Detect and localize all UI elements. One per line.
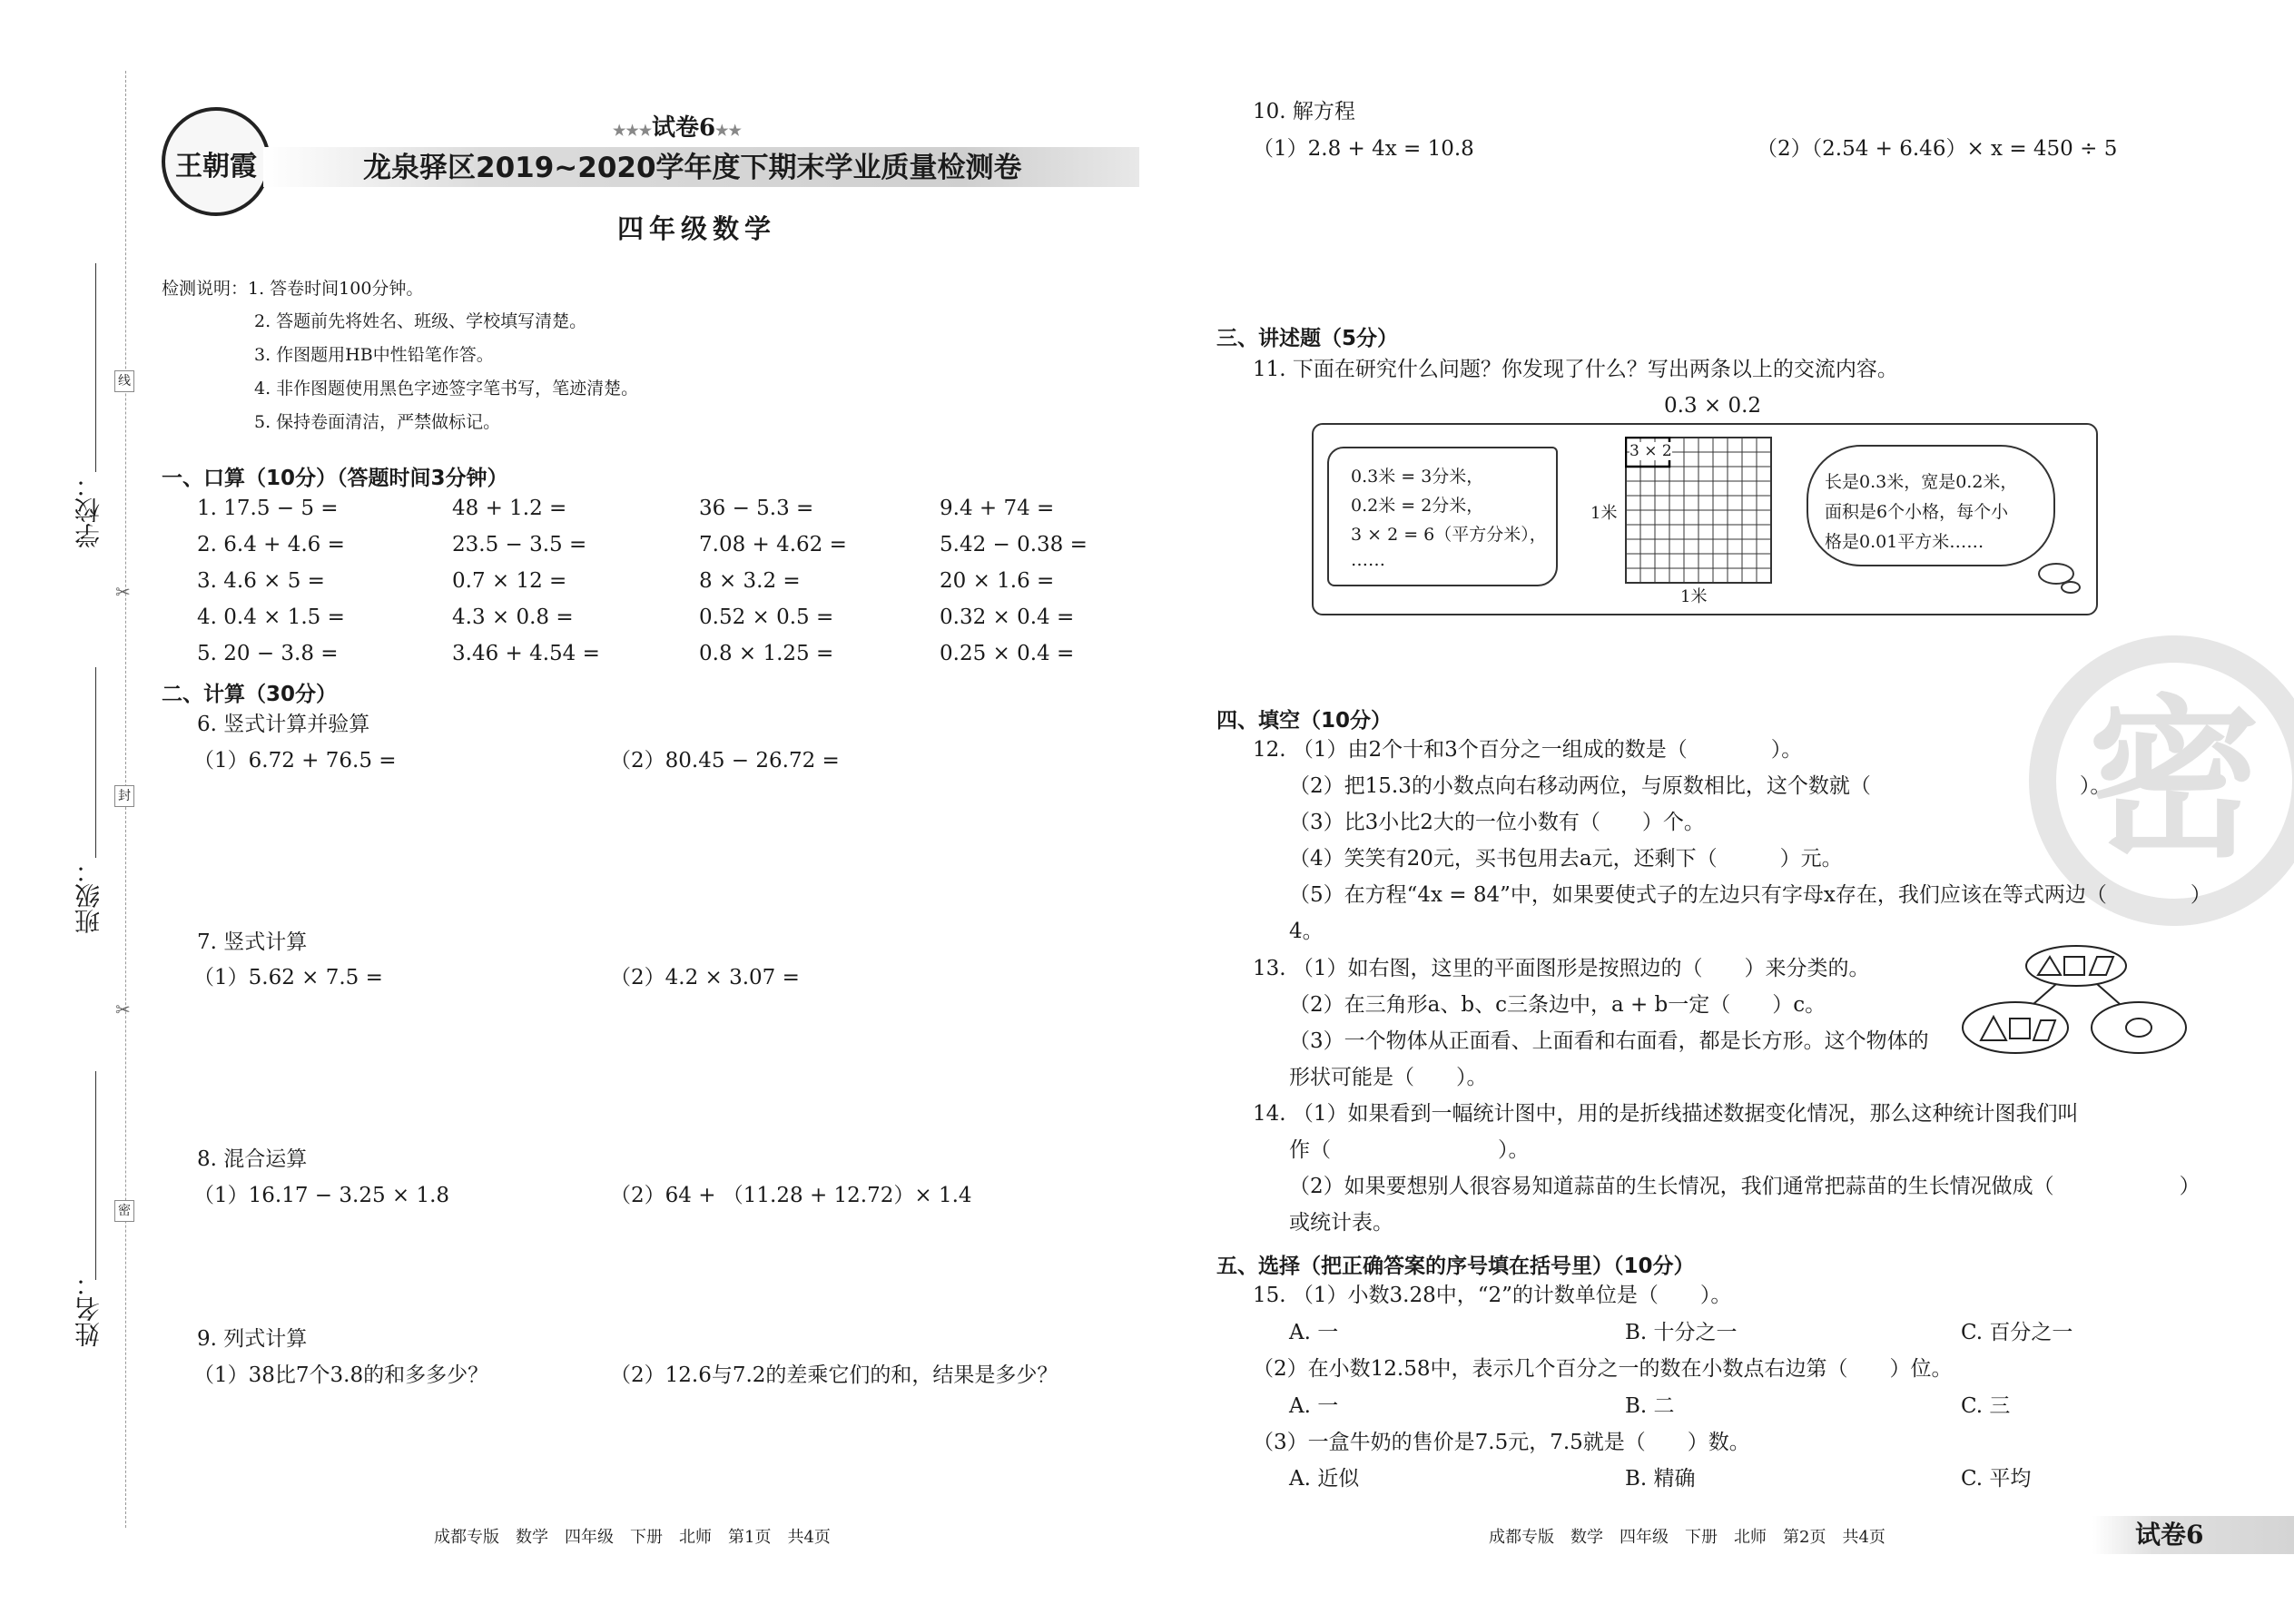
oral-item: 5.42 − 0.38 = [940, 533, 1088, 556]
grid-label: 3 × 2 [1629, 442, 1672, 460]
option: C. 三 [1961, 1394, 2011, 1418]
oral-item: 0.8 × 1.25 = [699, 642, 834, 665]
footer-right: 成都专版 数学 四年级 下册 北师 第2页 共4页 [1489, 1528, 1885, 1547]
q15-2-stem: （2）在小数12.58中，表示几个百分之一的数在小数点右边第（ ）位。 [1253, 1357, 1953, 1381]
note-left-3: 3 × 2 = 6（平方分米）， [1351, 525, 1547, 545]
q10-b: （2）（2.54 + 6.46）× x = 450 ÷ 5 [1757, 137, 2118, 161]
fill-line: 4。 [1289, 920, 1324, 943]
oral-item: 3. 4.6 × 5 = [197, 569, 325, 593]
scissor-icon: ✂ [115, 581, 131, 603]
oral-item: 20 × 1.6 = [940, 569, 1055, 593]
q8-a: （1）16.17 − 3.25 × 1.8 [193, 1184, 450, 1207]
section1-title: 一、口算（10分）（答题时间3分钟） [162, 467, 508, 490]
option: A. 一 [1289, 1394, 1339, 1418]
note-right-2: 面积是6个小格，每个小 [1825, 502, 2009, 522]
fill-line: （5）在方程“4x = 84”中，如果要使式子的左边只有字母x存在，我们应该在等式两边（ ） [1289, 883, 2211, 907]
fill-line: 形状可能是（ ）。 [1289, 1066, 1488, 1089]
q10-a: （1）2.8 + 4x = 10.8 [1253, 137, 1474, 161]
instruction-4: 4. 非作图题使用黑色字迹签字笔书写，笔迹清楚。 [254, 379, 639, 399]
option: A. 近似 [1289, 1467, 1360, 1491]
star-icon: ★★ [715, 122, 742, 139]
q9-b: （2）12.6与7.2的差乘它们的和，结果是多少？ [610, 1363, 1058, 1387]
oral-item: 4. 0.4 × 1.5 = [197, 605, 345, 629]
q11-text: 11. 下面在研究什么问题？你发现了什么？写出两条以上的交流内容。 [1253, 358, 1898, 381]
fill-line: 作（ ）。 [1289, 1138, 1530, 1162]
option: B. 十分之一 [1625, 1321, 1738, 1344]
oral-item: 0.32 × 0.4 = [940, 605, 1075, 629]
note-right-3: 格是0.01平方米…… [1825, 532, 1984, 552]
grid-side-label: 1米 [1590, 504, 1618, 523]
exam-title: 龙泉驿区2019~2020学年度下期末学业质量检测卷 [363, 152, 1022, 184]
oral-item: 0.52 × 0.5 = [699, 605, 834, 629]
name-label: 姓名： [74, 1271, 103, 1347]
q7-b: （2）4.2 × 3.07 = [610, 966, 800, 989]
oral-item: 3.46 + 4.54 = [452, 642, 600, 665]
logo-badge [162, 107, 271, 216]
fill-line: （4）笑笑有20元，买书包用去a元，还剩下（ ）元。 [1289, 847, 1843, 871]
instruction-1: 检测说明：1. 答卷时间100分钟。 [162, 279, 424, 299]
oral-item: 5. 20 − 3.8 = [197, 642, 339, 665]
option: B. 二 [1625, 1394, 1675, 1418]
oral-item: 1. 17.5 − 5 = [197, 497, 339, 520]
oral-item: 48 + 1.2 = [452, 497, 567, 520]
q10-label: 10. 解方程 [1253, 100, 1355, 123]
fill-line: （2）在三角形a、b、c三条边中，a + b一定（ ）c。 [1289, 993, 1826, 1017]
q7-a: （1）5.62 × 7.5 = [193, 966, 383, 989]
option: B. 精确 [1625, 1467, 1696, 1491]
q9-a: （1）38比7个3.8的和多多少？ [193, 1363, 489, 1387]
shape-classification-diagram [1961, 944, 2192, 1058]
thought-bubble-dot [2061, 581, 2081, 594]
oral-item: 9.4 + 74 = [940, 497, 1055, 520]
q7-label: 7. 竖式计算 [197, 930, 308, 954]
watermark-text: 密 [2087, 680, 2260, 881]
instruction-5: 5. 保持卷面清洁，严禁做标记。 [254, 412, 501, 432]
name-underline [95, 1071, 96, 1280]
oral-item: 0.7 × 12 = [452, 569, 567, 593]
seal-mi: 密 [114, 1200, 134, 1222]
series-badge [613, 109, 742, 143]
q6-a: （1）6.72 + 76.5 = [193, 749, 397, 773]
note-left-2: 0.2米 = 2分米， [1351, 496, 1484, 516]
section3-title: 三、讲述题（5分） [1216, 327, 1399, 350]
logo-text: 王朝霞 [175, 151, 257, 182]
q6-b: （2）80.45 − 26.72 = [610, 749, 840, 773]
seal-feng: 封 [114, 785, 134, 807]
fill-line: （2）如果要想别人很容易知道蒜苗的生长情况，我们通常把蒜苗的生长情况做成（ ） [1289, 1175, 2200, 1198]
figure-title: 0.3 × 0.2 [1664, 394, 1762, 418]
option: C. 平均 [1961, 1467, 2032, 1491]
school-underline [95, 263, 96, 472]
q15-1-stem: 15. （1）小数3.28中，“2”的计数单位是（ ）。 [1253, 1284, 1732, 1307]
q9-label: 9. 列式计算 [197, 1327, 308, 1351]
oral-item: 7.08 + 4.62 = [699, 533, 847, 556]
fill-line: 或统计表。 [1289, 1211, 1393, 1235]
class-underline [95, 667, 96, 858]
section5-title: 五、选择（把正确答案的序号填在括号里）（10分） [1216, 1255, 1695, 1278]
footer-left: 成都专版 数学 四年级 下册 北师 第1页 共4页 [434, 1528, 831, 1547]
oral-item: 8 × 3.2 = [699, 569, 801, 593]
option: A. 一 [1289, 1321, 1339, 1344]
instruction-3: 3. 作图题用HB中性铅笔作答。 [254, 345, 494, 365]
note-left-4: …… [1351, 550, 1385, 570]
note-left-1: 0.3米 = 3分米， [1351, 467, 1484, 487]
grid-bottom-label: 1米 [1680, 587, 1708, 606]
fill-line: 13. （1）如右图，这里的平面图形是按照边的（ ）来分类的。 [1253, 957, 1870, 980]
footer-tag: 试卷6 [2135, 1520, 2204, 1550]
section4-title: 四、填空（10分） [1216, 709, 1393, 733]
school-label: 学校： [74, 472, 103, 548]
q15-3-stem: （3）一盒牛奶的售价是7.5元，7.5就是（ ）数。 [1253, 1431, 1750, 1454]
series-label: 试卷6 [652, 114, 716, 142]
oral-item: 23.5 − 3.5 = [452, 533, 587, 556]
seal-xian: 线 [114, 370, 134, 392]
q8-b: （2）64 + （11.28 + 12.72）× 1.4 [610, 1184, 972, 1207]
oral-item: 4.3 × 0.8 = [452, 605, 574, 629]
q8-label: 8. 混合运算 [197, 1147, 308, 1171]
oral-item: 0.25 × 0.4 = [940, 642, 1075, 665]
scissor-icon: ✂ [115, 999, 131, 1020]
note-right-1: 长是0.3米，宽是0.2米， [1825, 472, 2018, 492]
section2-title: 二、计算（30分） [162, 683, 338, 706]
fill-line: （3）比3小比2大的一位小数有（ ）个。 [1289, 811, 1705, 834]
oral-item: 36 − 5.3 = [699, 497, 814, 520]
subject-title: 四年级数学 [617, 213, 777, 244]
class-label: 班级： [74, 858, 103, 934]
fill-line: （2）把15.3的小数点向右移动两位，与原数相比，这个数就（ ）。 [1289, 774, 2112, 798]
star-icon: ★★★ [613, 122, 653, 139]
fill-line: 12. （1）由2个十和3个百分之一组成的数是（ ）。 [1253, 738, 1803, 762]
oral-item: 2. 6.4 + 4.6 = [197, 533, 345, 556]
option: C. 百分之一 [1961, 1321, 2073, 1344]
fill-line: （3）一个物体从正面看、上面看和右面看，都是长方形。这个物体的 [1289, 1029, 1929, 1053]
instruction-2: 2. 答题前先将姓名、班级、学校填写清楚。 [254, 311, 587, 331]
q6-label: 6. 竖式计算并验算 [197, 713, 370, 736]
fill-line: 14. （1）如果看到一幅统计图中，用的是折线描述数据变化情况，那么这种统计图我们叫 [1253, 1102, 2079, 1126]
